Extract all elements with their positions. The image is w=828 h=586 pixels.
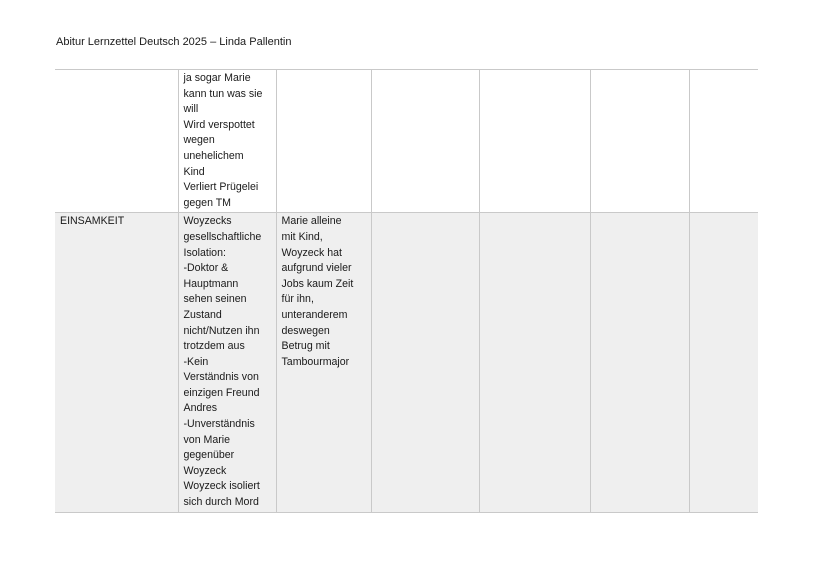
text-line: von Marie — [183, 433, 231, 446]
text-line: gegen TM — [183, 196, 232, 209]
text-line: unteranderem — [281, 308, 348, 321]
text-line: trotzdem aus — [183, 340, 245, 353]
page-header — [56, 35, 291, 49]
text-line: einzigen Freund — [183, 386, 260, 399]
text-line: sehen seinen — [183, 293, 247, 306]
text-line: -Unverständnis — [183, 418, 255, 431]
notes-table — [55, 69, 758, 513]
theme-label: EINSAMKEIT — [60, 215, 125, 228]
empty-cell — [689, 70, 758, 213]
woyzeck-text — [184, 214, 272, 510]
woyzeck-text — [184, 71, 272, 211]
text-line: wegen — [183, 134, 215, 147]
empty-cell — [590, 70, 689, 213]
text-line: kann tun was sie — [183, 87, 263, 100]
woyzeck-cell — [178, 213, 276, 512]
theme-cell — [55, 213, 178, 512]
marie-text — [282, 214, 367, 370]
table-row — [55, 213, 758, 512]
text-line: Isolation: — [183, 246, 226, 259]
text-line: Marie alleine — [281, 215, 342, 228]
text-line: Woyzeck — [183, 464, 227, 477]
theme-cell — [55, 70, 178, 213]
text-line: -Doktor & — [183, 262, 229, 275]
text-line: Verliert Prügelei — [183, 181, 259, 194]
text-line: gegenüber — [183, 449, 235, 462]
woyzeck-cell — [178, 70, 276, 213]
text-line: aufgrund vieler — [281, 262, 352, 275]
text-line: Woyzeck isoliert — [183, 480, 260, 493]
text-line: gesellschaftliche — [183, 230, 262, 243]
empty-cell — [371, 70, 479, 213]
empty-cell — [689, 213, 758, 512]
marie-cell — [276, 213, 371, 512]
marie-cell — [276, 70, 371, 213]
text-line: nicht/Nutzen ihn — [183, 324, 260, 337]
text-line: Woyzecks — [183, 215, 232, 228]
text-line: sich durch Mord — [183, 496, 259, 509]
text-line: -Kein — [183, 355, 209, 368]
table-row — [55, 70, 758, 213]
empty-cell — [479, 70, 590, 213]
text-line: Jobs kaum Zeit — [281, 277, 354, 290]
empty-cell — [590, 213, 689, 512]
document-title: Abitur Lernzettel Deutsch 2025 – Linda Pallentin — [56, 36, 292, 48]
text-line: Woyzeck hat — [281, 246, 342, 259]
text-line: Andres — [183, 402, 218, 415]
text-line: Verständnis von — [183, 371, 259, 384]
text-line: Betrug mit — [281, 340, 330, 353]
text-line: will — [183, 103, 199, 116]
text-line: Tambourmajor — [281, 355, 350, 368]
text-line: Hauptmann — [183, 277, 239, 290]
text-line: Zustand — [183, 308, 222, 321]
empty-cell — [371, 213, 479, 512]
text-line: mit Kind, — [281, 230, 323, 243]
text-line: Wird verspottet — [183, 118, 255, 131]
text-line: für ihn, — [281, 293, 314, 306]
empty-cell — [479, 213, 590, 512]
text-line: ja sogar Marie — [183, 72, 251, 84]
text-line: deswegen — [281, 324, 330, 337]
text-line: unehelichem — [183, 149, 244, 162]
text-line: Kind — [183, 165, 205, 178]
